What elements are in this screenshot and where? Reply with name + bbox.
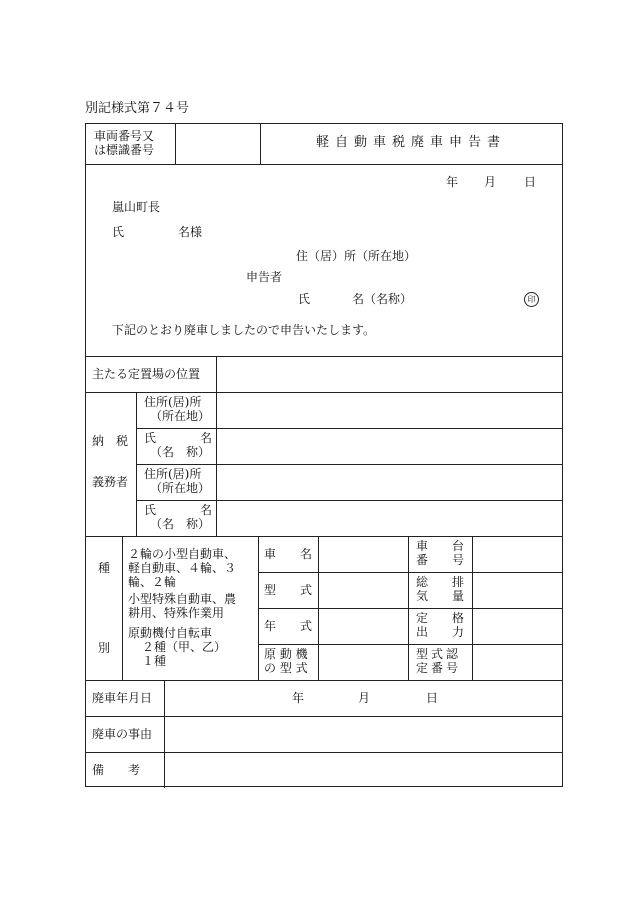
vehicle-type-option: 小型特殊自動車、農 [128,592,237,606]
taxpayer-address2-label-1: 住所(居)所 [144,467,202,481]
taxpayer-address1-label-2: （所在地） [150,409,211,423]
scrap-reason-input[interactable] [168,718,558,750]
taxpayer-address2-label-2: （所在地） [150,481,211,495]
vehicle-type-option: ２種（甲、乙） [142,640,227,654]
taxpayer-rule-1 [136,428,562,429]
taxpayer-name1-label-2: （名 称） [150,445,211,459]
vehicle-rule-3 [258,644,562,645]
vehicle-type-option: 耕用、特殊作業用 [128,606,225,620]
taxpayer-rule-3 [136,500,562,501]
declarant-role-label: 申告者 [246,270,283,284]
taxpayer-address2-input[interactable] [220,466,558,498]
type-approval-input[interactable] [476,646,558,678]
vehicle-number-input[interactable] [180,125,258,163]
vehicle-type-label-top: 種 [98,561,111,575]
bottom-rule-1 [86,716,562,717]
taxpayer-name2-input[interactable] [220,502,558,534]
chassis-number-label-2: 番 号 [416,553,465,567]
model-input[interactable] [322,574,406,606]
taxpayer-name2-label-2: （名 称） [150,517,211,531]
taxpayer-name2-shi: 氏 [144,503,157,517]
scrap-reason-label: 廃車の事由 [92,727,153,741]
declaration-form [85,123,563,787]
vehicle-divider-1 [122,536,123,680]
scrap-date-day: 日 [426,691,439,705]
vehicle-number-label-line1: 車両番号又 [94,129,155,143]
storage-bottom-rule [86,392,562,393]
declarant-shi: 氏 [298,292,311,306]
declarant-address-label: 住（居）所（所在地） [296,249,417,263]
addressee: 嵐山町長 [112,200,161,214]
scrap-date-label: 廃車年月日 [92,691,153,705]
vehicle-type-label-bottom: 別 [98,641,111,655]
form-label: 別記様式第７４号 [85,101,190,116]
taxpayer-bottom-rule [86,536,562,537]
remarks-input[interactable] [168,754,558,784]
applicant-mei-sama: 名様 [178,225,203,239]
remarks-label: 備 考 [92,763,141,777]
model-year-label: 年 式 [264,619,313,633]
bottom-divider [164,680,165,788]
date-month: 月 [484,175,497,189]
rated-output-label-2: 出 力 [416,625,465,639]
taxpayer-name1-input[interactable] [220,430,558,462]
vehicle-rule-1 [258,572,562,573]
header-divider-2 [260,124,261,164]
engine-model-label-1: 原 動 機 [264,647,308,661]
engine-model-label-2: の 型 式 [264,661,308,675]
type-approval-label-1: 型式認 [416,647,462,661]
scrap-date-year: 年 [292,691,305,705]
scrap-date-input[interactable] [168,682,558,714]
declaration-bottom-rule [86,356,562,357]
form-title: 軽自動車税廃車申告書 [316,135,507,150]
vehicle-bottom-rule [86,680,562,681]
model-year-input[interactable] [322,610,406,642]
declaration-statement: 下記のとおり廃車しましたので申告いたします。 [112,323,376,337]
taxpayer-name2-mei: 名 [200,503,213,517]
header-divider-1 [175,124,176,164]
date-day: 日 [524,175,537,189]
vehicle-type-option: 輪、２輪 [128,575,177,589]
taxpayer-group-label-1: 納 税 [92,434,129,448]
bottom-rule-2 [86,752,562,753]
chassis-number-input[interactable] [476,538,558,570]
header-bottom-rule [86,164,562,165]
displacement-label-2: 気 量 [416,589,465,603]
chassis-number-label-1: 車 台 [416,539,465,553]
type-approval-label-2: 定番号 [416,661,462,675]
rated-output-input[interactable] [476,610,558,642]
date-year: 年 [446,175,459,189]
taxpayer-group-label-2: 義務者 [92,475,129,489]
vehicle-type-option: １種 [142,654,167,668]
car-name-label: 車 名 [264,547,313,561]
vehicle-type-option: 軽自動車、４輪、３ [128,561,237,575]
vehicle-rule-2 [258,608,562,609]
storage-location-label: 主たる定置場の位置 [92,367,201,381]
storage-location-input[interactable] [220,358,558,390]
applicant-shi: 氏 [112,225,125,239]
taxpayer-address1-input[interactable] [220,394,558,426]
taxpayer-name1-shi: 氏 [144,431,157,445]
displacement-label-1: 総 排 [416,575,465,589]
model-label: 型 式 [264,583,313,597]
vehicle-type-option: 原動機付自転車 [128,626,213,640]
taxpayer-address1-label-1: 住所(居)所 [144,395,202,409]
engine-model-input[interactable] [322,646,406,678]
declarant-name-label: 名（名称） [352,292,413,306]
vehicle-number-label-line2: は標識番号 [94,143,155,157]
seal-icon: 印 [524,292,539,307]
displacement-input[interactable] [476,574,558,606]
taxpayer-name1-mei: 名 [200,431,213,445]
storage-divider [216,356,217,392]
taxpayer-rule-2 [136,464,562,465]
scrap-date-month: 月 [358,691,371,705]
rated-output-label-1: 定 格 [416,611,465,625]
vehicle-type-option: ２輪の小型自動車、 [128,547,237,561]
car-name-input[interactable] [322,538,406,570]
